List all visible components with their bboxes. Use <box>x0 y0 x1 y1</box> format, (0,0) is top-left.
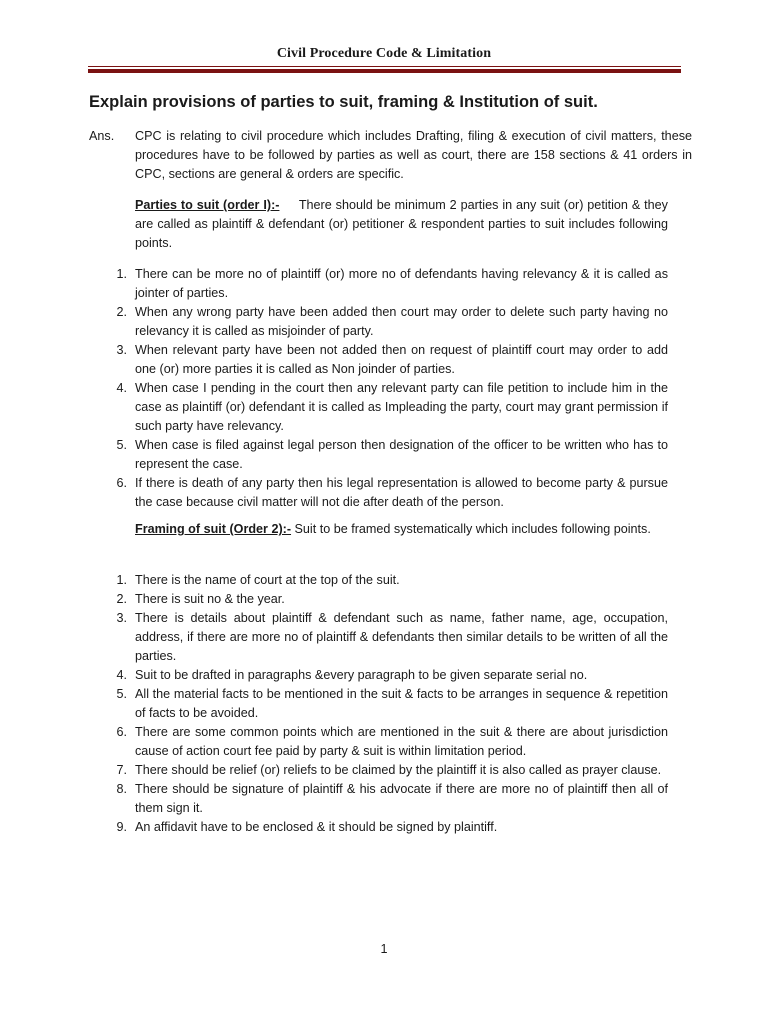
list-item: 2. When any wrong party have been added then court may order to delete such party having no relevancy it is called as misjoinder of party. <box>116 305 668 338</box>
framing-text: Suit to be framed systematically which includes following points. <box>294 522 651 536</box>
framing-paragraph <box>135 520 692 539</box>
framing-list <box>0 571 668 837</box>
running-head: Civil Procedure Code & Limitation <box>276 46 492 61</box>
list-item: 4. When case I pending in the court then any relevant party can file petition to include him in the case as plaintiff (or) defendant it is called as Impleading the party, court may grant permission if such party have relevancy. <box>116 381 668 433</box>
header-rule-thin <box>88 66 681 67</box>
list-item: 7. There should be relief (or) reliefs to be claimed by the plaintiff it is also called as prayer clause. <box>116 763 662 777</box>
parties-list <box>0 265 668 512</box>
list-item: 3. When relevant party have been not added then on request of plaintiff court may order to add one (or) more parties it is called as Non joinder of parties. <box>116 343 668 376</box>
question-heading: Explain provisions of parties to suit, framing & Institution of suit. <box>89 93 598 111</box>
parties-heading: Parties to suit (order I):- <box>135 198 280 212</box>
list-item: 4. Suit to be drafted in paragraphs &every paragraph to be given separate serial no. <box>116 668 588 682</box>
answer-intro: CPC is relating to civil procedure which includes Drafting, filing & execution of civil matters, these procedures have to be followed by parties as well as court, there are 158 sections & 41 orders in CPC, sections are general & orders are specific. <box>135 129 692 181</box>
list-item: 9. An affidavit have to be enclosed & it should be signed by plaintiff. <box>116 820 498 834</box>
answer-label: Ans. <box>89 129 115 143</box>
parties-text: There should be minimum 2 parties in any suit (or) petition & they are called as plaintiff & defendant (or) petitioner & respondent parties to suit includes following points. <box>135 198 668 250</box>
list-item: 6. If there is death of any party then his legal representation is allowed to become party & pursue the case because civil matter will not die after death of the person. <box>116 476 668 509</box>
list-item: 5. All the material facts to be mentioned in the suit & facts to be arranges in sequence & repetition of facts to be avoided. <box>116 687 668 720</box>
header-rule-thick <box>88 69 681 73</box>
list-item: 8. There should be signature of plaintiff & his advocate if there are more no of plaintiff then all of them sign it. <box>116 782 668 815</box>
list-item: 6. There are some common points which are mentioned in the suit & there are about jurisdiction cause of action court fee paid by party & suit is within limitation period. <box>116 725 668 758</box>
list-item: 1. There is the name of court at the top of the suit. <box>116 573 400 587</box>
page-number: 1 <box>380 942 388 956</box>
parties-paragraph <box>135 196 668 253</box>
framing-heading: Framing of suit (Order 2):- <box>135 522 292 536</box>
list-item: 3. There is details about plaintiff & defendant such as name, father name, age, occupation, address, if there are more no of plaintiff & defendants then similar details to be written of all the parties. <box>116 611 668 663</box>
list-item: 2. There is suit no & the year. <box>116 592 285 606</box>
list-item: 1. There can be more no of plaintiff (or) more no of defendants having relevancy & it is called as jointer of parties. <box>116 267 668 300</box>
list-item: 5. When case is filed against legal person then designation of the officer to be written who has to represent the case. <box>116 438 668 471</box>
